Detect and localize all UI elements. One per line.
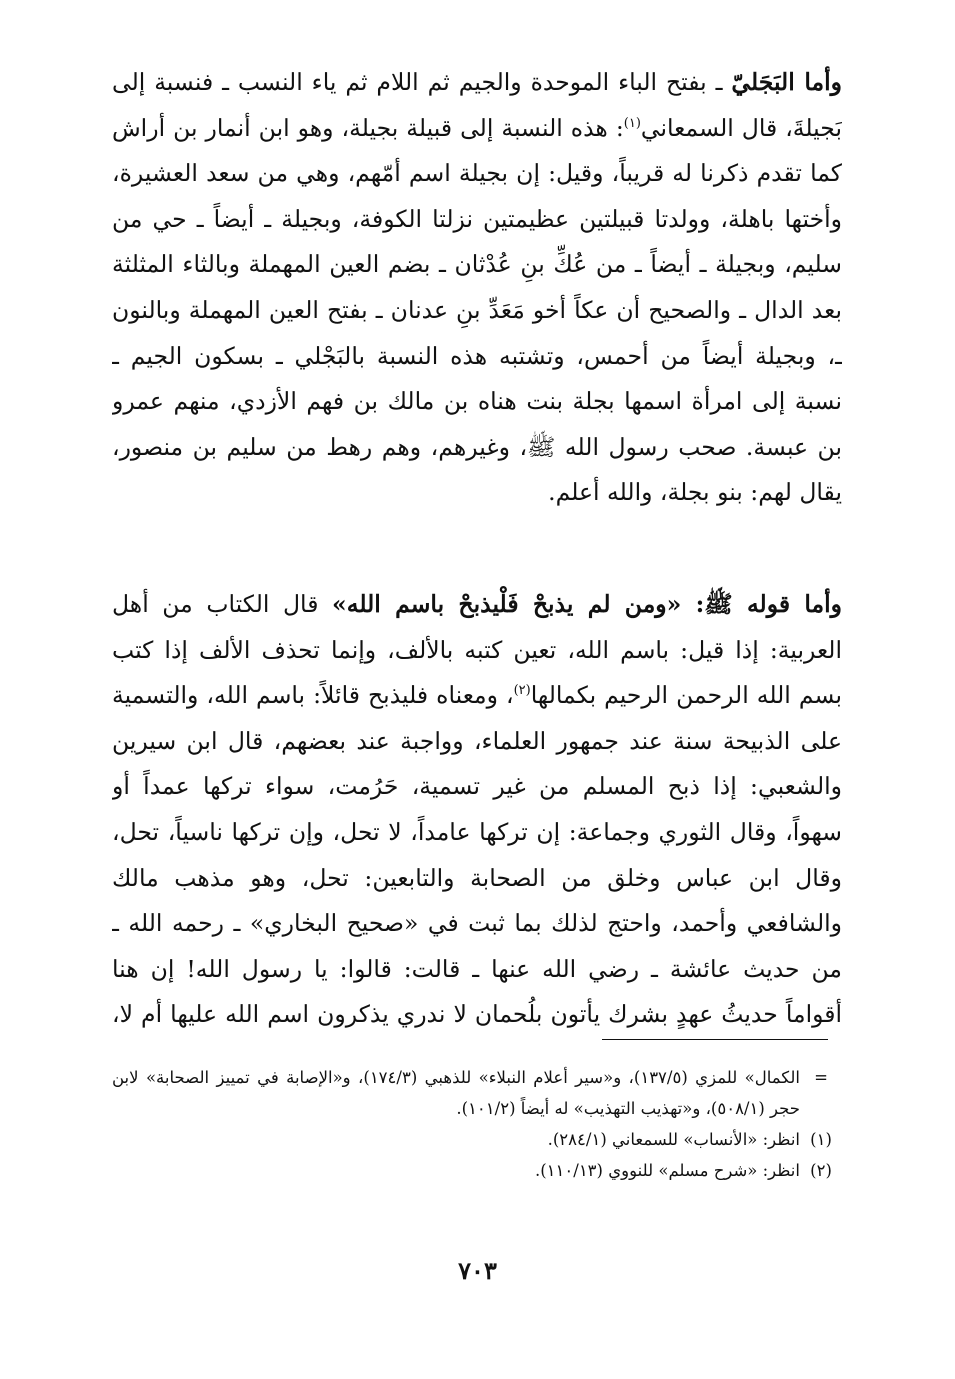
footnote-mark: = [814,1068,828,1087]
footnote-mark: (١) [810,1130,832,1149]
footnote-separator [602,1039,828,1040]
paragraph-1-text-b: : هذه النسبة إلى قبيلة بجيلة، وهو ابن أنمار بن أراش كما تقدم ذكرنا له قريباً، وقيل: إن بجيلة اسم أمّهم، وهي من سعد العشيرة، وأختها باهلة، وولدتا قبيلتين عظيمتين نزلتا الكوفة، وبجيلة ـ أيضاً ـ حي من سليم، وبجيلة ـ أيضاً ـ من عُكِّ بنِ عُدْثان ـ بضم العين المهملة وبالثاء المثلثة بعد الدال ـ والصحيح أن عكاً أخو مَعَدِّ بنِ عدنان ـ بفتح العين المهملة وبالنون ـ، وبجيلة أيضاً من أحمس، وتشتبه هذه النسبة بالبَجْلي ـ بسكون الجيم ـ نسبة إلى امرأة اسمها بجلة بنت هناه بن مالك بن فهم الأزدي، منهم عمرو بن عبسة. صحب رسول الله ﷺ، وغيرهم، وهم رهط من سليم بن منصور، يقال لهم: بنو بجلة، والله أعلم. [112,113,842,507]
paragraph-1-lead: وأما البَجَليّ [731,68,842,96]
paragraph-2 [112,582,842,1042]
footnote-2 [112,1155,842,1186]
page-number: ٧٠٣ [458,1256,497,1285]
paragraph-1 [112,60,842,560]
paragraph-2-text-b: ، ومعناه فليذبح قائلاً: باسم الله، والتسمية على الذبيحة سنة عند جمهور العلماء، وواجبة عند بعضهم، قال ابن سيرين والشعبي: إذا ذبح المسلم من غير تسمية، حَرُمت، سواء تركها عمداً أو سهواً، وقال الثوري وجماعة: إن تركها عامداً، لا تحل، وإن تركها ناسياً، تحل، وقال ابن عباس وخلق من الصحابة والتابعين: تحل، وهو مذهب مالك والشافعي وأحمد، واحتج لذلك بما ثبت في «صحيح البخاري» ـ رحمه الله ـ من حديث عائشة ـ رضي الله عنها ـ قالت: قالوا: يا رسول الله! إن هنا أقواماً حديثُ عهدٍ بشرك يأتون بلُحمان لا ندري يذكرون اسم الله عليها أم لا، [112,681,842,1029]
footnote-text: انظر: «الأنساب» للسمعاني (٢٨٤/١). [547,1130,800,1149]
footnote-mark: (٢) [810,1161,832,1180]
main-text [112,60,842,1042]
footnotes [112,1062,842,1186]
footnote-ref-2: (٢) [513,683,531,699]
paragraph-2-text-a: قال الكتاب من أهل العربية: إذا قيل: باسم الله، تعين كتبه بالألف، وإنما تحذف الألف إذا كتب بسم الله الرحمن الرحيم بكمالها [112,590,842,710]
paragraph-2-lead: وأما قوله ﷺ: «ومن لم يذبحْ فَلْيذبحْ باسم الله» [332,590,842,618]
paragraph-1-text-a: ـ بفتح الباء الموحدة والجيم ثم اللام ثم ياء النسب ـ فنسبة إلى بَجيلةَ، قال السمعاني [112,68,842,142]
footnote-continuation [112,1062,842,1124]
footnote-ref-1: (١) [623,115,641,131]
footnote-text: الكمال» للمزي (١٣٧/٥)، و«سير أعلام النبلاء» للذهبي (١٧٤/٣)، و«الإصابة في تمييز الصحابة» لابن حجر (٥٠٨/١)، و«تهذيب التهذيب» له أيضاً (١٠١/٢). [112,1068,800,1118]
footnote-text: انظر: «شرح مسلم» للنووي (١١٠/١٣). [534,1161,800,1180]
footnote-1 [112,1124,842,1155]
